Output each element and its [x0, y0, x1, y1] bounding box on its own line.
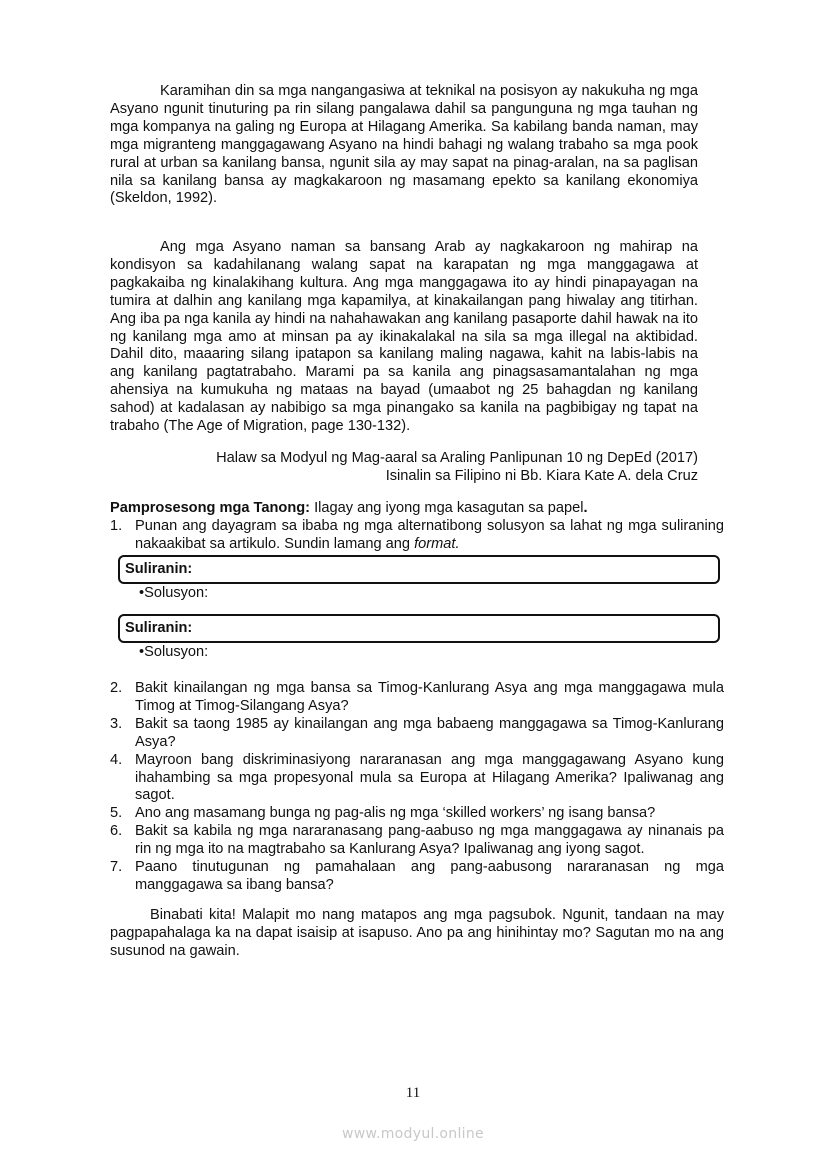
page-number: 11	[405, 1085, 421, 1101]
question-item	[110, 752, 724, 806]
article-paragraph-1	[110, 83, 698, 208]
solution-label-1: •Solusyon:	[139, 585, 209, 601]
question-number: 5.	[110, 805, 123, 822]
question-text: Paano tinutugunan ng pamahalaan ang pang-aabusong nararanasan ng mga manggagawa sa ibang bansa?	[135, 859, 724, 893]
question-1	[110, 518, 724, 554]
closing-text: Binabati kita! Malapit mo nang matapos ang mga pagsubok. Ngunit, tandaan na may pagpapahalaga ka na dapat isaisip at isapuso. Ano pa ang hinihintay mo? Sagutan mo na ang susunod na gawain.	[110, 907, 724, 959]
closing-paragraph	[110, 907, 724, 961]
questions-heading	[110, 500, 588, 518]
question-item	[110, 823, 724, 859]
question-text: Ano ang masamang bunga ng pag-alis ng mga ‘skilled workers’ ng isang bansa?	[135, 805, 656, 822]
article-paragraph-2	[110, 239, 698, 436]
question-number: 4.	[110, 751, 123, 768]
question-text: Mayroon bang diskriminasiyong nararanasan ang mga manggagawang Asyano kung ihahambing sa mga propesyonal mula sa Europa at Hilagang Amerika? Ipaliwanag ang sagot.	[135, 751, 724, 804]
question-item	[110, 716, 724, 752]
problem-label: Suliranin:	[125, 561, 193, 577]
paragraph-text: Ang mga Asyano naman sa bansang Arab ay nagkakaroon ng mahirap na kondisyon sa kadahilanang walang sapat na karapatan ng mga manggagawa at pagkakaiba ng kinalakihang kultura. Ang mga manggagawa ito ay hindi pinapayagan na tumira at dalhin ang kanilang mga kapamilya, at kinakailangan pang hiwalay ang titirhan. Ang iba pa nga kanila ay hindi na nahahawakan ang kanilang pasaporte dahil hawak na ito ng kanilang mga amo at minsan pa ay ikinakalakal na sila sa mga illegal na aktibidad. Dahil dito, maaaring silang ipatapon sa kanilang maling nagawa, kahit na labis-labis na ang kanilang pagtatrabaho. Marami pa sa kanila ang pinagsasamantalahan ng mga ahensiya na kumukuha ng mataas na bayad (umaabot ng 25 bahagdan ng kanilang sahod) at kadalasan ay nabibigo sa mga pinangako sa kanila na pagbibigay ng tapat na trabaho (The Age of Migration, page 130-132).	[110, 239, 698, 435]
watermark: www.modyul.online	[342, 1126, 484, 1142]
question-number: 6.	[110, 823, 123, 840]
question-item	[110, 680, 724, 716]
problem-label: Suliranin:	[125, 620, 193, 636]
format-emphasis: format.	[414, 535, 460, 552]
solution-label-2: •Solusyon:	[139, 644, 209, 660]
question-number: 3.	[110, 715, 123, 732]
question-text: Bakit sa taong 1985 ay kinailangan ang mga babaeng manggagawa sa Timog-Kanlurang Asya?	[135, 715, 724, 750]
problem-box-1	[118, 555, 720, 584]
attribution-source: Halaw sa Modyul ng Mag-aaral sa Araling Panlipunan 10 ng DepEd (2017)	[216, 450, 698, 466]
question-text: Bakit sa kabila ng mga nararanasang pang-aabuso ng mga manggagawa ay ninanais pa rin ng mga ito na magtrabaho sa Kanlurang Asya? Ipaliwanag ang iyong sagot.	[135, 823, 724, 858]
questions-heading-instruction: Ilagay ang iyong mga kasagutan sa papel	[310, 500, 584, 516]
question-item	[110, 859, 724, 895]
heading-period: .	[583, 500, 588, 516]
problem-box-2	[118, 614, 720, 643]
attribution-translator: Isinalin sa Filipino ni Bb. Kiara Kate A. dela Cruz	[385, 467, 698, 484]
questions-heading-title: Pamprosesong mga Tanong:	[110, 500, 311, 516]
paragraph-text: Karamihan din sa mga nangangasiwa at teknikal na posisyon ay nakukuha ng mga Asyano ngunit tinuturing pa rin silang pangalawa dahil sa pangunguna ng mga tauhan ng mga kompanya na galing ng Europa at Hilagang Amerika. Sa kabilang banda naman, may mga migranteng manggagawang Asyano na hindi bahagi ng walang trabaho sa mga pook rural at urban sa kanilang bansa, ngunit sila ay may sapat na pinag-aralan, na sa paglisan nila sa kanilang bansa ay magkakaroon ng masamang epekto sa kanilang ekonomiya (Skeldon, 1992).	[110, 83, 698, 207]
question-text	[135, 518, 724, 554]
question-number: 2.	[110, 680, 123, 696]
question-list	[110, 680, 724, 895]
question-number: 1.	[110, 518, 123, 534]
attribution	[216, 450, 698, 486]
question-text: Bakit kinailangan ng mga bansa sa Timog-Kanlurang Asya ang mga manggagawa mula Timog at Timog-Silangang Asya?	[135, 680, 724, 714]
question-item	[110, 805, 724, 823]
question-1-text: Punan ang dayagram sa ibaba ng mga alternatibong solusyon sa lahat ng mga suliraning nakaakibat sa artikulo. Sundin lamang ang	[135, 518, 724, 552]
question-number: 7.	[110, 859, 123, 876]
